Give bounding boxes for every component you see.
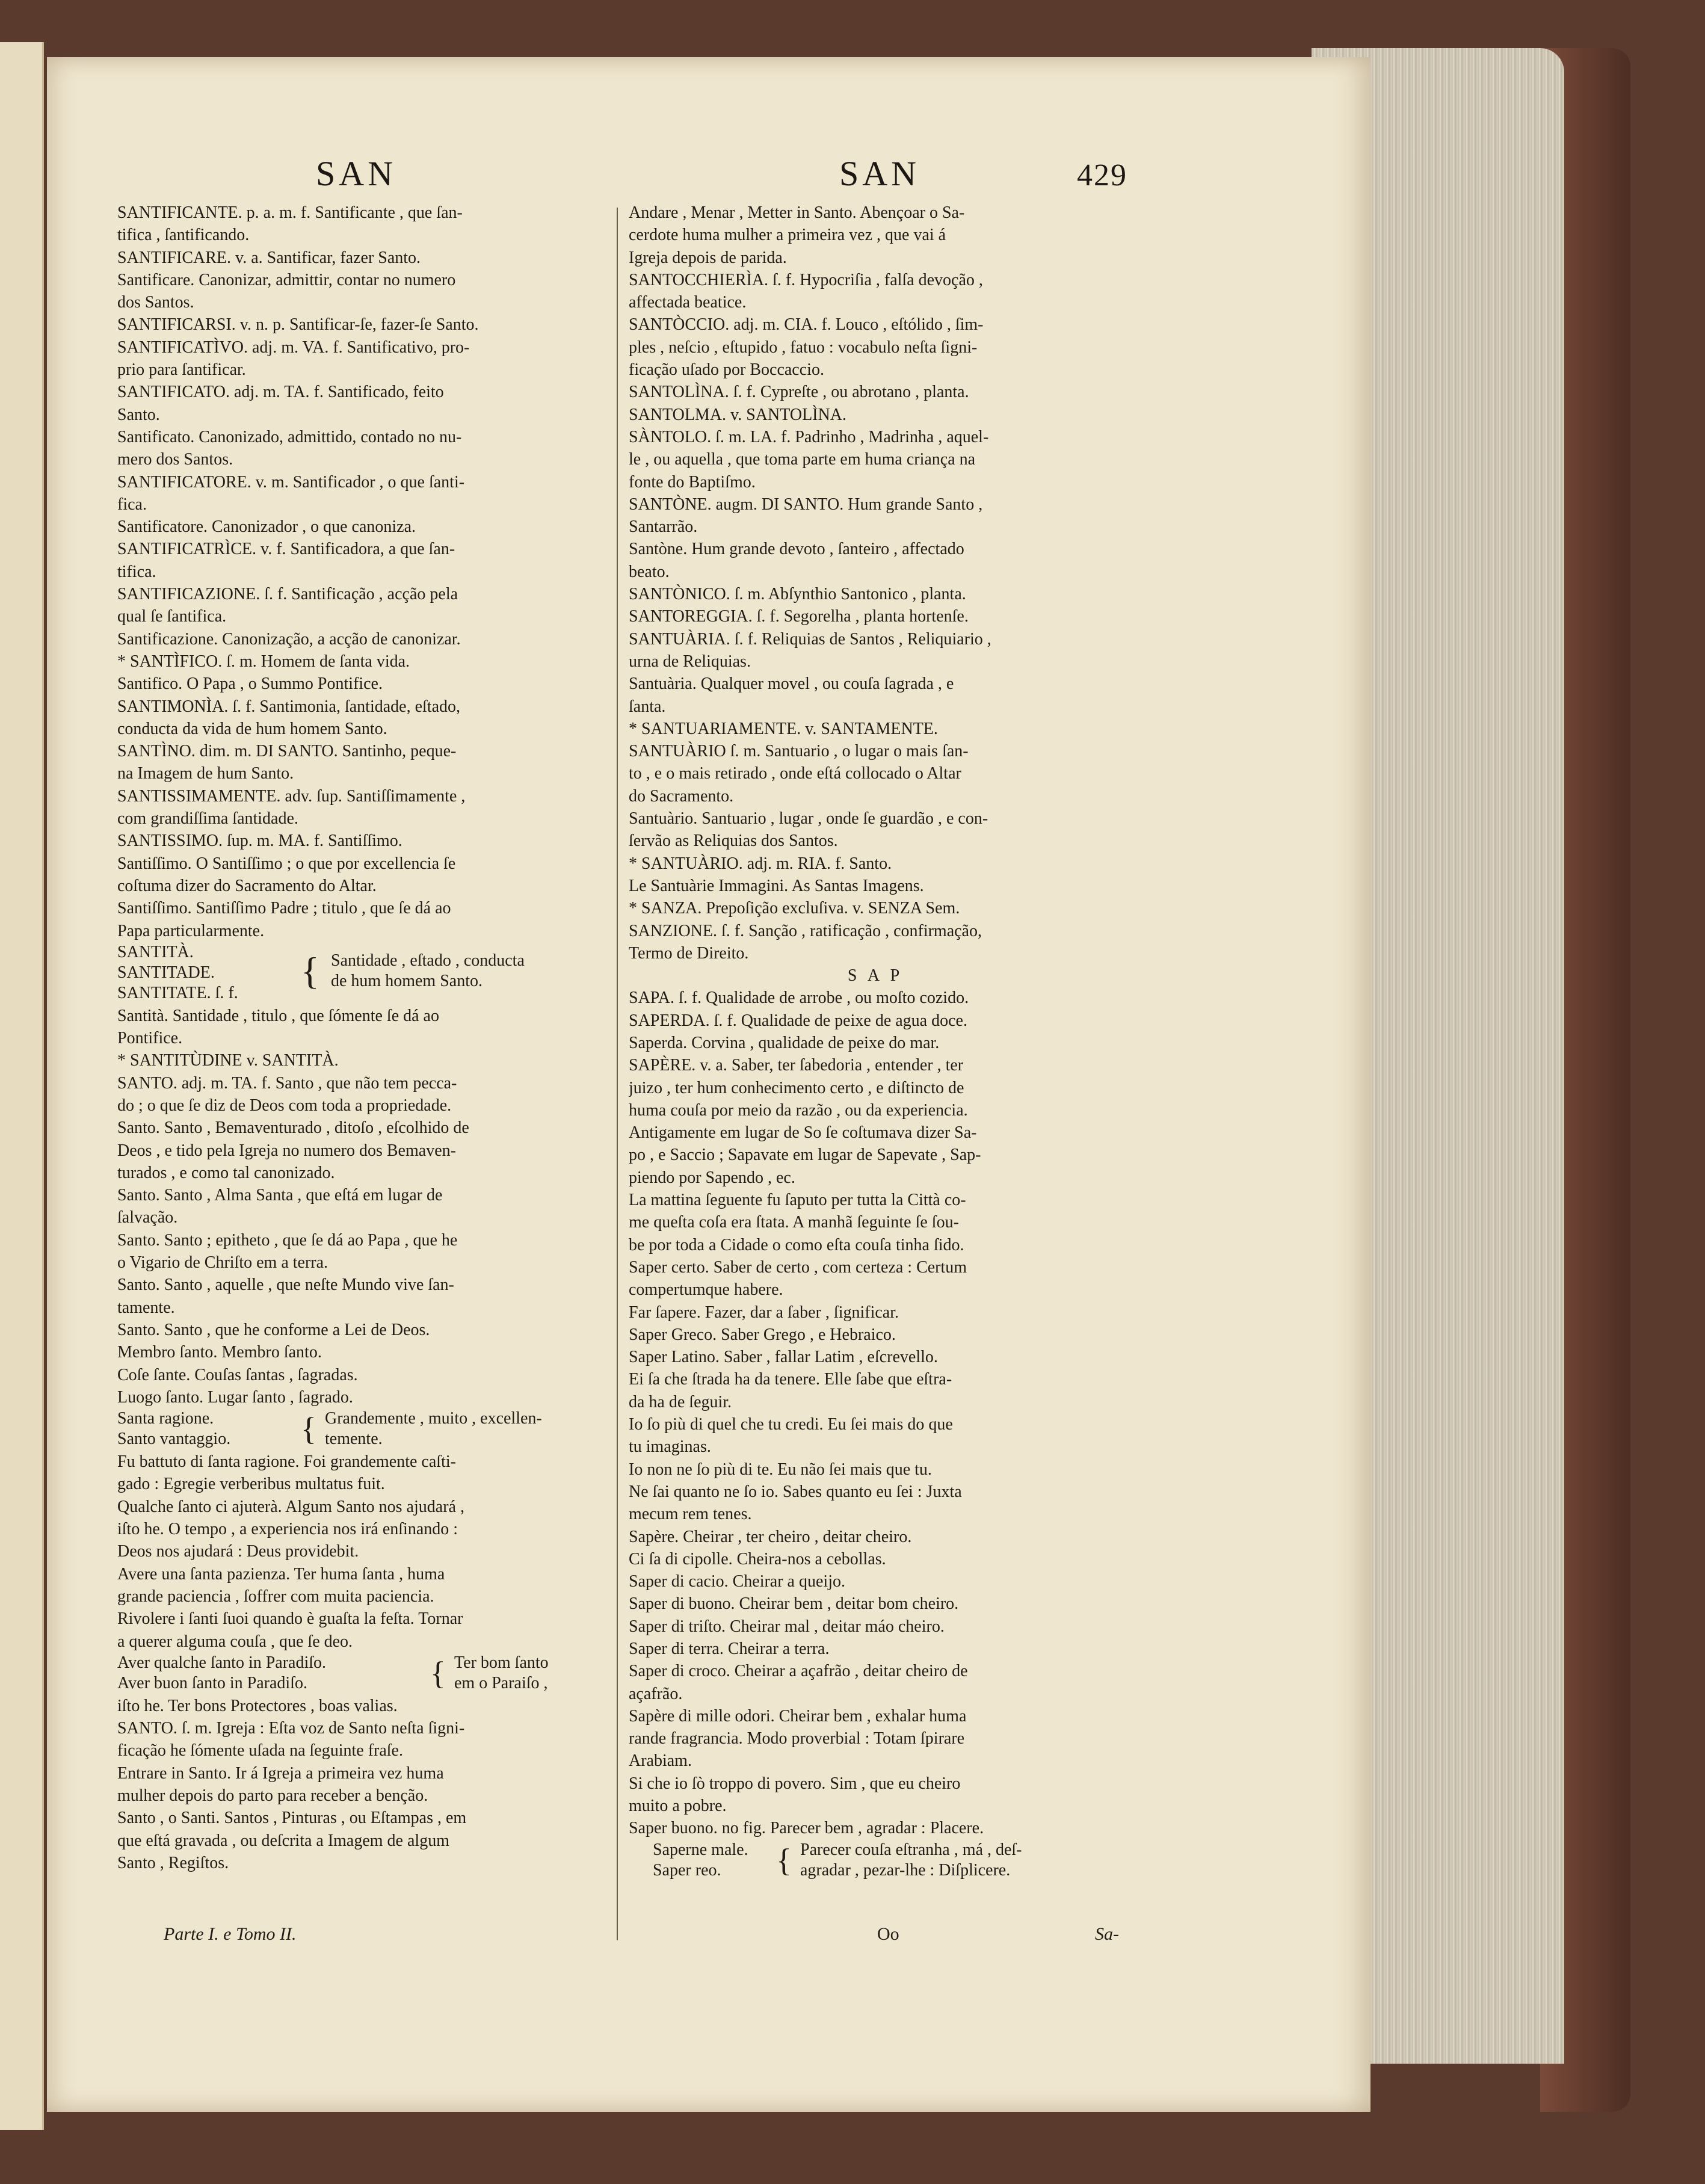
entry-line: Saper di cacio. Cheirar a queijo.	[629, 1572, 845, 1591]
entry-line: juizo , ter hum conhecimento certo , e diſtincto de	[629, 1078, 964, 1097]
brace-terms	[117, 1408, 298, 1449]
sheet-signature: Oo	[877, 1924, 899, 1944]
entry-line: Io ſo più di quel che tu credi. Eu ſei mais do que	[629, 1415, 953, 1434]
entry-line: Santificatore. Canonizador , o que canoniza.	[117, 517, 416, 537]
brace-terms	[653, 1840, 797, 1881]
aver-santo-brace-group	[117, 1653, 611, 1695]
brace-term: Aver buon ſanto in Paradiſo.	[117, 1673, 307, 1692]
entry-line: La mattina ſeguente fu ſaputo per tutta la Città co-	[629, 1191, 966, 1210]
entry-line: Avere una ſanta pazienza. Ter huma ſanta , huma	[117, 1564, 445, 1584]
entry-line: da ha de ſeguir.	[629, 1392, 732, 1411]
entry-line: Saper di buono. Cheirar bem , deitar bom cheiro.	[629, 1594, 959, 1614]
entry-line: SANTIFICATÌVO. adj. m. VA. f. Santificativo, pro-	[117, 338, 470, 357]
entry-line: tamente.	[117, 1298, 175, 1317]
entry-line: Santòne. Hum grande devoto , ſanteiro , affectado	[629, 540, 964, 559]
section-letter-heading: S A P	[847, 966, 904, 986]
entry-line: Ne ſai quanto ne ſo io. Sabes quanto eu ſei : Juxta	[629, 1482, 962, 1501]
entry-line: a querer alguma couſa , que ſe deo.	[117, 1632, 353, 1651]
entry-line: SAPÈRE. v. a. Saber, ter ſabedoria , entender , ter	[629, 1056, 964, 1075]
entry-line: SANTIFICAZIONE. ſ. f. Santificação , acção pela	[117, 585, 458, 604]
entry-line: do ; o que ſe diz de Deos com toda a propriedade.	[117, 1096, 452, 1115]
entry-line: Santuàrio. Santuario , lugar , onde ſe guardão , e con-	[629, 809, 988, 828]
entry-line: Santo. Santo ; epitheto , que ſe dá ao Papa , que he	[117, 1230, 458, 1250]
entry-line: Santuària. Qualquer movel , ou couſa ſagrada , e	[629, 674, 954, 694]
entry-line: Santificato. Canonizado, admittido, contado no nu-	[117, 427, 462, 446]
brace-term: Saperne male.	[653, 1840, 748, 1859]
entry-line: iſto he. O tempo , a experiencia nos irá enſinando :	[117, 1520, 458, 1539]
entry-line: * SANTUÀRIO. adj. m. RIA. f. Santo.	[629, 854, 892, 873]
entry-line: SAPERDA. ſ. f. Qualidade de peixe de agua doce.	[629, 1011, 967, 1030]
brace-gloss-line: Santidade , eſtado , conducta	[331, 951, 525, 970]
brace-term: Santo vantaggio.	[117, 1430, 231, 1449]
entry-line: qual ſe ſantifica.	[117, 607, 227, 626]
brace-gloss-line: agradar , pezar-lhe : Diſplicere.	[800, 1860, 1011, 1880]
entry-line: Luogo ſanto. Lugar ſanto , ſagrado.	[117, 1387, 353, 1407]
brace-terms	[117, 942, 298, 1004]
entry-line: SANTIMONÌA. ſ. f. Santimonia, ſantidade, eſtado,	[117, 697, 461, 716]
entry-line: Sapère di mille odori. Cheirar bem , exhalar huma	[629, 1706, 967, 1726]
entry-line: le , ou aquella , que toma parte em huma criança na	[629, 450, 976, 469]
entry-line: Santifico. O Papa , o Summo Pontifice.	[117, 674, 383, 694]
entry-line: Andare , Menar , Metter in Santo. Abençoar o Sa-	[629, 203, 965, 222]
entry-line: na Imagem de hum Santo.	[117, 764, 294, 783]
entry-line: SANTIFICATO. adj. m. TA. f. Santificado, feito	[117, 383, 444, 402]
entry-line: SANTO. adj. m. TA. f. Santo , que não tem pecca-	[117, 1073, 457, 1093]
entry-line: SANTUÀRIA. ſ. f. Reliquias de Santos , Reliquiario ,	[629, 629, 991, 649]
brace-gloss	[454, 1653, 611, 1694]
entry-line: Santità. Santidade , titulo , que ſómente ſe dá ao	[117, 1006, 439, 1025]
saperne-male-brace-group	[629, 1840, 1122, 1882]
entry-line: Saper di triſto. Cheirar mal , deitar máo cheiro.	[629, 1617, 945, 1636]
entry-line: mecum rem tenes.	[629, 1505, 752, 1524]
facing-page-edge	[0, 42, 44, 2130]
entry-line: Rivolere i ſanti ſuoi quando è guaſta la feſta. Tornar	[117, 1609, 463, 1629]
entry-line: SANZIONE. ſ. f. Sanção , ratificação , confirmação,	[629, 921, 982, 940]
entry-line: SÀNTOLO. ſ. m. LA. f. Padrinho , Madrinha , aquel-	[629, 427, 989, 446]
entry-line: Saperda. Corvina , qualidade de peixe do mar.	[629, 1033, 940, 1052]
entry-line: urna de Reliquias.	[629, 652, 751, 671]
entry-line: Santo. Santo , Bemaventurado , ditoſo , eſcolhido de	[117, 1118, 469, 1138]
brace-term: Saper reo.	[653, 1860, 721, 1880]
entry-line: tu imaginas.	[629, 1437, 711, 1457]
brace-gloss-line: de hum homem Santo.	[331, 971, 483, 990]
entry-line: SANTOLMA. v. SANTOLÌNA.	[629, 405, 846, 424]
santa-ragione-brace-group	[117, 1408, 611, 1451]
entry-line: * SANTUARIAMENTE. v. SANTAMENTE.	[629, 719, 938, 738]
entry-line: compertumque habere.	[629, 1280, 783, 1300]
entry-line: turados , e como tal canonizado.	[117, 1163, 335, 1182]
brace-gloss	[331, 951, 614, 992]
entry-line: Deos , e tido pela Igreja no numero dos Bemaven-	[117, 1141, 456, 1160]
entry-line: Far ſapere. Fazer, dar a ſaber , ſignificar.	[629, 1303, 899, 1322]
entry-line: piendo por Sapendo , ec.	[629, 1168, 795, 1187]
entry-line: gado : Egregie verberibus multatus fuit.	[117, 1475, 385, 1494]
entry-line: Saper di croco. Cheirar a açafrão , deitar cheiro de	[629, 1662, 968, 1681]
entry-line: conducta da vida de hum homem Santo.	[117, 719, 387, 738]
entry-line: Si che io ſò troppo di povero. Sim , que eu cheiro	[629, 1774, 961, 1793]
entry-line: ficação uſado por Boccaccio.	[629, 360, 824, 380]
entry-line: SANTIFICARSI. v. n. p. Santificar-ſe, fazer-ſe Santo.	[117, 315, 479, 335]
entry-line: Sapère. Cheirar , ter cheiro , deitar cheiro.	[629, 1527, 912, 1546]
entry-line: Saper di terra. Cheirar a terra.	[629, 1640, 830, 1658]
page-number: 429	[1077, 158, 1127, 193]
entry-line: * SANTÌFICO. ſ. m. Homem de ſanta vida.	[117, 652, 410, 671]
entry-line: Santo , Regiſtos.	[117, 1853, 229, 1872]
entry-line: ples , neſcio , eſtupido , fatuo : vocabulo neſta ſigni-	[629, 338, 978, 357]
entry-line: tifica.	[117, 562, 156, 581]
brace-glyph: {	[776, 1842, 792, 1878]
entry-line: Santificazione. Canonização, a acção de canonizar.	[117, 629, 461, 649]
entry-line: açafrão.	[629, 1684, 683, 1703]
entry-line: SANTIFICATRÌCE. v. f. Santificadora, a que ſan-	[117, 540, 455, 559]
entry-line: Saper Latino. Saber , fallar Latim , eſcrevello.	[629, 1348, 938, 1367]
entry-line: Saper certo. Saber de certo , com certeza : Certum	[629, 1257, 967, 1277]
entry-line: Io non ne ſo più di te. Eu não ſei mais que tu.	[629, 1460, 932, 1479]
entry-line: * SANTITÙDINE v. SANTITÀ.	[117, 1051, 339, 1070]
entry-line: muito a pobre.	[629, 1797, 727, 1816]
brace-gloss	[325, 1408, 614, 1449]
left-column-entries-c	[117, 1451, 611, 1653]
brace-term: SANTITADE.	[117, 963, 215, 982]
entry-line: Le Santuàrie Immagini. As Santas Imagens.	[629, 876, 924, 895]
entry-line: Santificare. Canonizar, admittir, contar no numero	[117, 270, 456, 289]
entry-line: Termo de Direito.	[629, 943, 749, 963]
entry-line: * SANZA. Prepoſição excluſiva. v. SENZA Sem.	[629, 899, 960, 918]
entry-line: prio para ſantificar.	[117, 360, 246, 380]
entry-line: ficação he ſómente uſada na ſeguinte fraſe.	[117, 1741, 403, 1760]
entry-line: ſalvação.	[117, 1208, 178, 1227]
entry-line: Santo.	[117, 405, 160, 424]
entry-line: SANTISSIMO. ſup. m. MA. f. Santiſſimo.	[117, 831, 402, 851]
entry-line: coſtuma dizer do Sacramento do Altar.	[117, 876, 377, 895]
brace-gloss-line: em o Paraiſo ,	[454, 1673, 548, 1692]
entry-line: fica.	[117, 495, 147, 514]
entry-line: do Sacramento.	[629, 786, 734, 806]
brace-glyph: {	[301, 949, 319, 992]
brace-glyph: {	[301, 1411, 316, 1448]
entry-line: SANTOLÌNA. ſ. f. Cypreſte , ou abrotano , planta.	[629, 383, 969, 402]
entry-line: SANTIFICANTE. p. a. m. f. Santificante , que ſan-	[117, 203, 463, 222]
entry-line: iſto he. Ter bons Protectores , boas valias.	[117, 1696, 398, 1715]
entry-line: to , e o mais retirado , onde eſtá collocado o Altar	[629, 764, 961, 783]
brace-gloss-line: Parecer couſa eſtranha , má , deſ-	[800, 1840, 1022, 1859]
running-head-left: SAN	[316, 154, 397, 193]
entry-line: Ci ſa di cipolle. Cheira-nos a cebollas.	[629, 1549, 886, 1569]
entry-line: SANTÌNO. dim. m. DI SANTO. Santinho, peque-	[117, 742, 457, 761]
entry-line: Qualche ſanto ci ajuterà. Algum Santo nos ajudará ,	[117, 1497, 464, 1516]
volume-signature: Parte I. e Tomo II.	[164, 1924, 297, 1944]
entry-line: Deos nos ajudará : Deus providebit.	[117, 1542, 359, 1561]
brace-term: Santa ragione.	[117, 1409, 214, 1428]
entry-line: ſanta.	[629, 697, 666, 716]
left-column-entries-b	[117, 1005, 611, 1408]
right-column	[629, 202, 1122, 1882]
entry-line: grande paciencia , ſoffrer com muita paciencia.	[117, 1587, 434, 1606]
brace-gloss-line: Ter bom ſanto	[454, 1653, 549, 1672]
entry-line: Santarrão.	[629, 517, 698, 537]
entry-line: Pontifice.	[117, 1029, 183, 1048]
entry-line: Entrare in Santo. Ir á Igreja a primeira vez huma	[117, 1763, 444, 1783]
entry-line: SANTÒNICO. ſ. m. Abſynthio Santonico , planta.	[629, 585, 966, 604]
entry-line: SANTOCCHIERÌA. ſ. f. Hypocriſia , falſa devoção ,	[629, 270, 983, 289]
entry-line: Santo. Santo , que he conforme a Lei de Deos.	[117, 1320, 430, 1339]
entry-line: Santo , o Santi. Santos , Pinturas , ou Eſtampas , em	[117, 1809, 467, 1828]
entry-line: Coſe ſante. Couſas ſantas , ſagradas.	[117, 1365, 358, 1384]
entry-line: Fu battuto di ſanta ragione. Foi grandemente caſti-	[117, 1452, 456, 1472]
entry-line: Saper Greco. Saber Grego , e Hebraico.	[629, 1325, 896, 1344]
santita-brace-group	[117, 942, 611, 1005]
entry-line: dos Santos.	[117, 293, 194, 312]
entry-line: fonte do Baptiſmo.	[629, 472, 756, 492]
entry-line: Antigamente em lugar de So ſe coſtumava dizer Sa-	[629, 1123, 977, 1143]
entry-line: SANTUÀRIO ſ. m. Santuario , o lugar o mais ſan-	[629, 742, 969, 761]
running-head-right: SAN	[839, 154, 920, 193]
entry-line: beato.	[629, 562, 670, 581]
entry-line: SANTO. ſ. m. Igreja : Eſta voz de Santo neſta ſigni-	[117, 1719, 465, 1738]
brace-gloss-line: Grandemente , muito , excellen-	[325, 1409, 542, 1428]
entry-line: SANTÒCCIO. adj. m. CIA. f. Louco , eſtólido , ſim-	[629, 315, 984, 335]
entry-line: be por toda a Cidade o como eſta couſa tinha ſido.	[629, 1235, 964, 1254]
entry-line: Santo. Santo , aquelle , que neſte Mundo vive ſan-	[117, 1276, 454, 1295]
entry-line: SANTISSIMAMENTE. adv. ſup. Santiſſimamente ,	[117, 786, 466, 806]
brace-terms	[117, 1653, 430, 1694]
entry-line: SANTÒNE. augm. DI SANTO. Hum grande Santo ,	[629, 495, 983, 514]
brace-term: SANTITÀ.	[117, 942, 194, 961]
entry-line: SAPA. ſ. f. Qualidade de arrobe , ou moſto cozido.	[629, 989, 969, 1008]
entry-line: SANTIFICATORE. v. m. Santificador , o que ſanti-	[117, 472, 465, 492]
entry-line: Igreja depois de parida.	[629, 248, 787, 267]
right-column-entries	[629, 202, 1122, 1840]
entry-line: Saper buono. no fig. Parecer bem , agradar : Placere.	[629, 1819, 984, 1838]
entry-line: ſervão as Reliquias dos Santos.	[629, 831, 838, 851]
entry-line: Santo. Santo , Alma Santa , que eſtá em lugar de	[117, 1186, 443, 1205]
entry-line: Santiſſimo. O Santiſſimo ; o que por excellencia ſe	[117, 854, 456, 873]
brace-term: Aver qualche ſanto in Paradiſo.	[117, 1653, 327, 1672]
entry-line: que eſtá gravada , ou deſcrita a Imagem de algum	[117, 1831, 449, 1850]
catchword: Sa-	[1095, 1924, 1119, 1944]
entry-line: com grandiſſima ſantidade.	[117, 809, 298, 828]
entry-line: mulher depois do parto para receber a benção.	[117, 1786, 428, 1805]
brace-gloss	[800, 1840, 1125, 1881]
entry-line: o Vigario de Chriſto em a terra.	[117, 1253, 328, 1272]
entry-line: Ei ſa che ſtrada ha da tenere. Elle ſabe que eſtra-	[629, 1370, 952, 1389]
brace-term: SANTITATE. ſ. f.	[117, 983, 238, 1002]
column-rule	[617, 208, 618, 1940]
entry-line: Papa particularmente.	[117, 921, 265, 940]
entry-line: Membro ſanto. Membro ſanto.	[117, 1343, 322, 1362]
brace-glyph: {	[430, 1655, 446, 1691]
left-column-entries-d	[117, 1695, 611, 1874]
entry-line: SANTOREGGIA. ſ. f. Segorelha , planta hortenſe.	[629, 607, 969, 626]
entry-line: rande fragrancia. Modo proverbial : Totam ſpirare	[629, 1729, 965, 1748]
entry-line: huma couſa por meio da razão , ou da experiencia.	[629, 1100, 968, 1120]
entry-line: po , e Saccio ; Sapavate em lugar de Sapevate , Sap-	[629, 1146, 981, 1165]
left-column-entries-a	[117, 202, 611, 942]
entry-line: me queſta coſa era ſtata. A manhã ſeguinte ſe ſou-	[629, 1213, 959, 1232]
entry-line: Arabiam.	[629, 1751, 692, 1771]
entry-line: Santiſſimo. Santiſſimo Padre ; titulo , que ſe dá ao	[117, 899, 451, 918]
entry-line: mero dos Santos.	[117, 450, 233, 469]
left-column	[117, 202, 611, 1874]
entry-line: cerdote huma mulher a primeira vez , que vai á	[629, 226, 946, 245]
brace-gloss-line: temente.	[325, 1430, 383, 1449]
entry-line: tifica , ſantificando.	[117, 226, 250, 245]
entry-line: affectada beatice.	[629, 293, 747, 312]
entry-line: SANTIFICARE. v. a. Santificar, fazer Santo.	[117, 248, 421, 267]
